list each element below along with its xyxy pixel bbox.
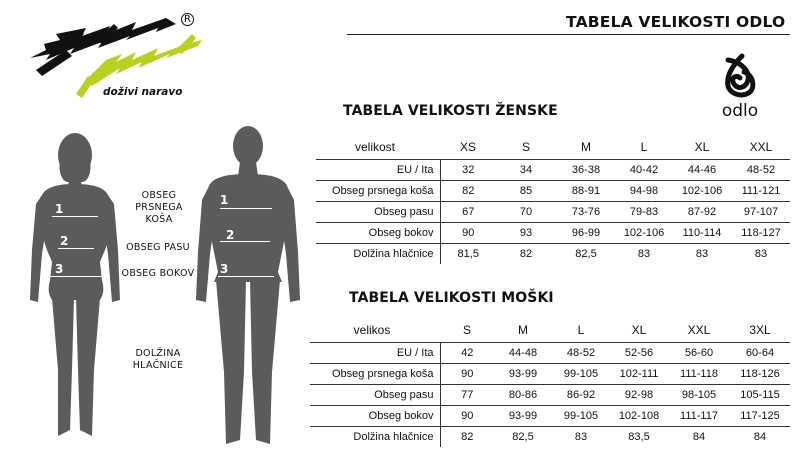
man-marker-1: 1 [220,193,229,207]
man-hip-line [218,276,274,277]
women-size-table [316,134,790,264]
woman-marker-2: 2 [60,234,69,248]
registered-mark-icon: R [181,13,194,26]
table-row: EU / Ita 32 34 36-38 40-42 44-46 48-52 [316,160,790,181]
table-row: EU / Ita 42 44-48 48-52 52-56 56-60 60-64 [310,343,790,364]
size-xs: XS [440,134,496,160]
table-row: Obseg pasu 77 80-86 86-92 92-98 98-105 105-115 [310,385,790,406]
men-table-title: TABELA VELIKOSTI MOŠKI [349,290,554,306]
man-marker-3: 3 [220,262,229,276]
page-title: TABELA VELIKOSTI ODLO [566,13,786,31]
woman-chest-line [52,216,98,217]
table-row: Obseg prsnega koša 82 85 88-91 94-98 102-106 111-121 [316,181,790,202]
size-m: M [556,134,616,160]
size-m: M [494,317,552,343]
odlo-wordmark: odlo [721,101,759,121]
size-xl: XL [672,134,732,160]
men-size-table [310,317,790,447]
table-row: Dolžina hlačnice 81,5 82 82,5 83 83 83 [316,244,790,265]
women-header-label: velikost [316,134,440,160]
man-waist-line [220,241,270,242]
brand-slogan: doživi naravo [103,86,183,98]
woman-waist-line [58,248,94,249]
size-l: L [552,317,610,343]
woman-silhouette [22,130,132,454]
odlo-logo [708,50,772,122]
woman-marker-3: 3 [55,262,64,276]
inseam-label: DOLŽINA HLAČNICE [132,348,184,371]
table-row: Obseg bokov 90 93 96-99 102-106 110-114 118-127 [316,223,790,244]
woman-marker-1: 1 [55,202,64,216]
table-row: Obseg prsnega koša 90 93-99 99-105 102-111 111-118 118-126 [310,364,790,385]
hip-label: OBSEG BOKOV [121,268,195,279]
size-xxl: XXL [732,134,790,160]
chest-label: OBSEG PRSNEGA KOŠA [135,190,183,225]
women-header-row [316,134,790,160]
table-row: Obseg bokov 90 93-99 99-105 102-108 111-117 117-125 [310,406,790,427]
men-header-row [310,317,790,343]
man-marker-2: 2 [226,228,235,242]
waist-label: OBSEG PASU [126,242,190,253]
size-s: S [496,134,556,160]
size-l: L [616,134,672,160]
title-divider [347,34,790,35]
size-xl: XL [610,317,668,343]
men-header-label: velikos [310,317,440,343]
women-table-title: TABELA VELIKOSTI ŽENSKE [343,103,558,119]
man-chest-line [220,208,272,209]
size-3xl: 3XL [730,317,790,343]
man-silhouette [196,122,301,454]
size-s: S [440,317,494,343]
table-row: Dolžina hlačnice 82 82,5 83 83,5 84 84 [310,427,790,448]
size-xxl: XXL [668,317,730,343]
woman-hip-line [50,276,102,277]
table-row: Obseg pasu 67 70 73-76 79-83 87-92 97-107 [316,202,790,223]
